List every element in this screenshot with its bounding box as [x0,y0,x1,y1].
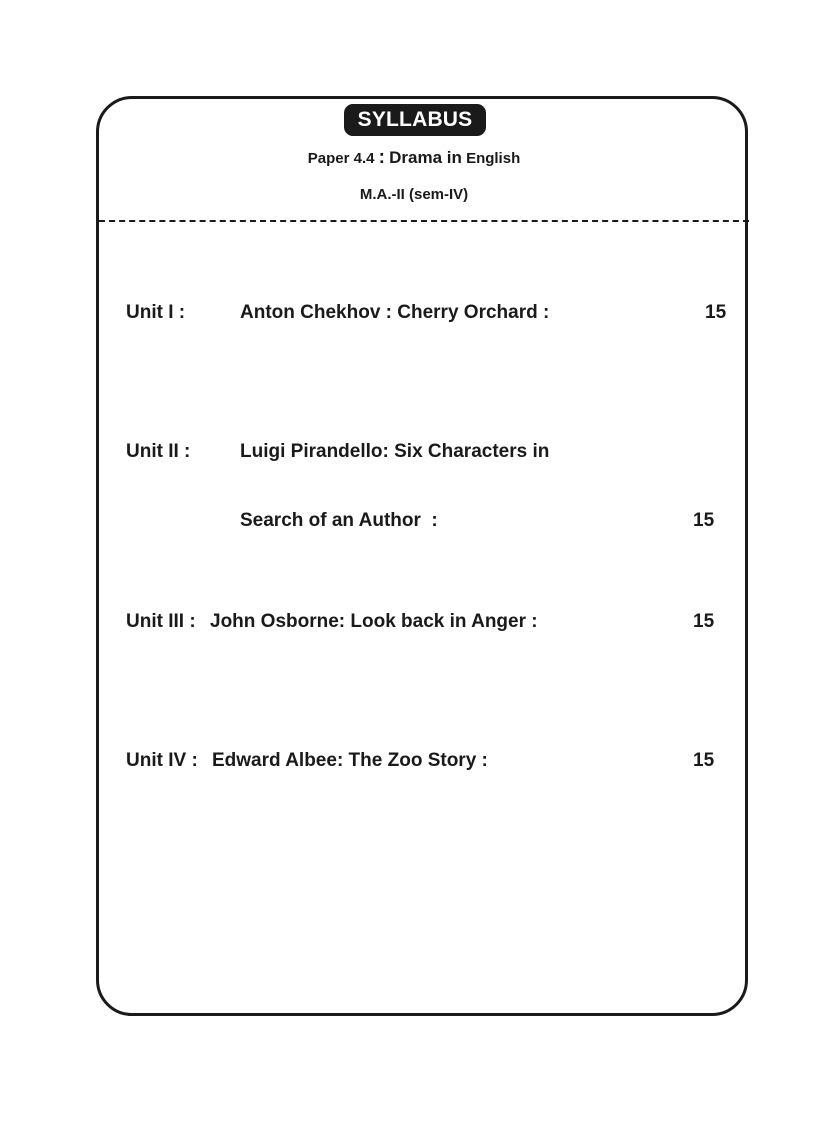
unit-4-label: Unit IV : [126,750,198,771]
unit-4-text: Edward Albee: The Zoo Story : [212,750,488,771]
paper-subject: Drama in [389,148,462,167]
paper-language: English [466,150,521,167]
unit-3-label: Unit III : [126,611,196,632]
semester-label: M.A.-II (sem-IV) [359,186,469,203]
unit-1-label: Unit I : [126,302,186,323]
unit-2-label: Unit II : [126,441,191,462]
dashed-divider [99,220,749,222]
paper-colon: : [378,147,385,168]
unit-2-marks: 15 [693,510,715,531]
unit-4-marks: 15 [693,750,715,771]
paper-number: Paper 4.4 [307,150,375,167]
syllabus-frame [96,96,748,1016]
syllabus-badge: SYLLABUS [344,104,486,136]
unit-2-text-cont: Search of an Author : [240,510,438,531]
unit-3-text: John Osborne: Look back in Anger : [210,611,538,632]
unit-3-marks: 15 [693,611,715,632]
unit-2-text: Luigi Pirandello: Six Characters in [240,441,550,462]
unit-1-marks: 15 [705,302,727,323]
paper-title [0,146,828,171]
unit-1-text: Anton Chekhov : Cherry Orchard : [240,302,550,323]
